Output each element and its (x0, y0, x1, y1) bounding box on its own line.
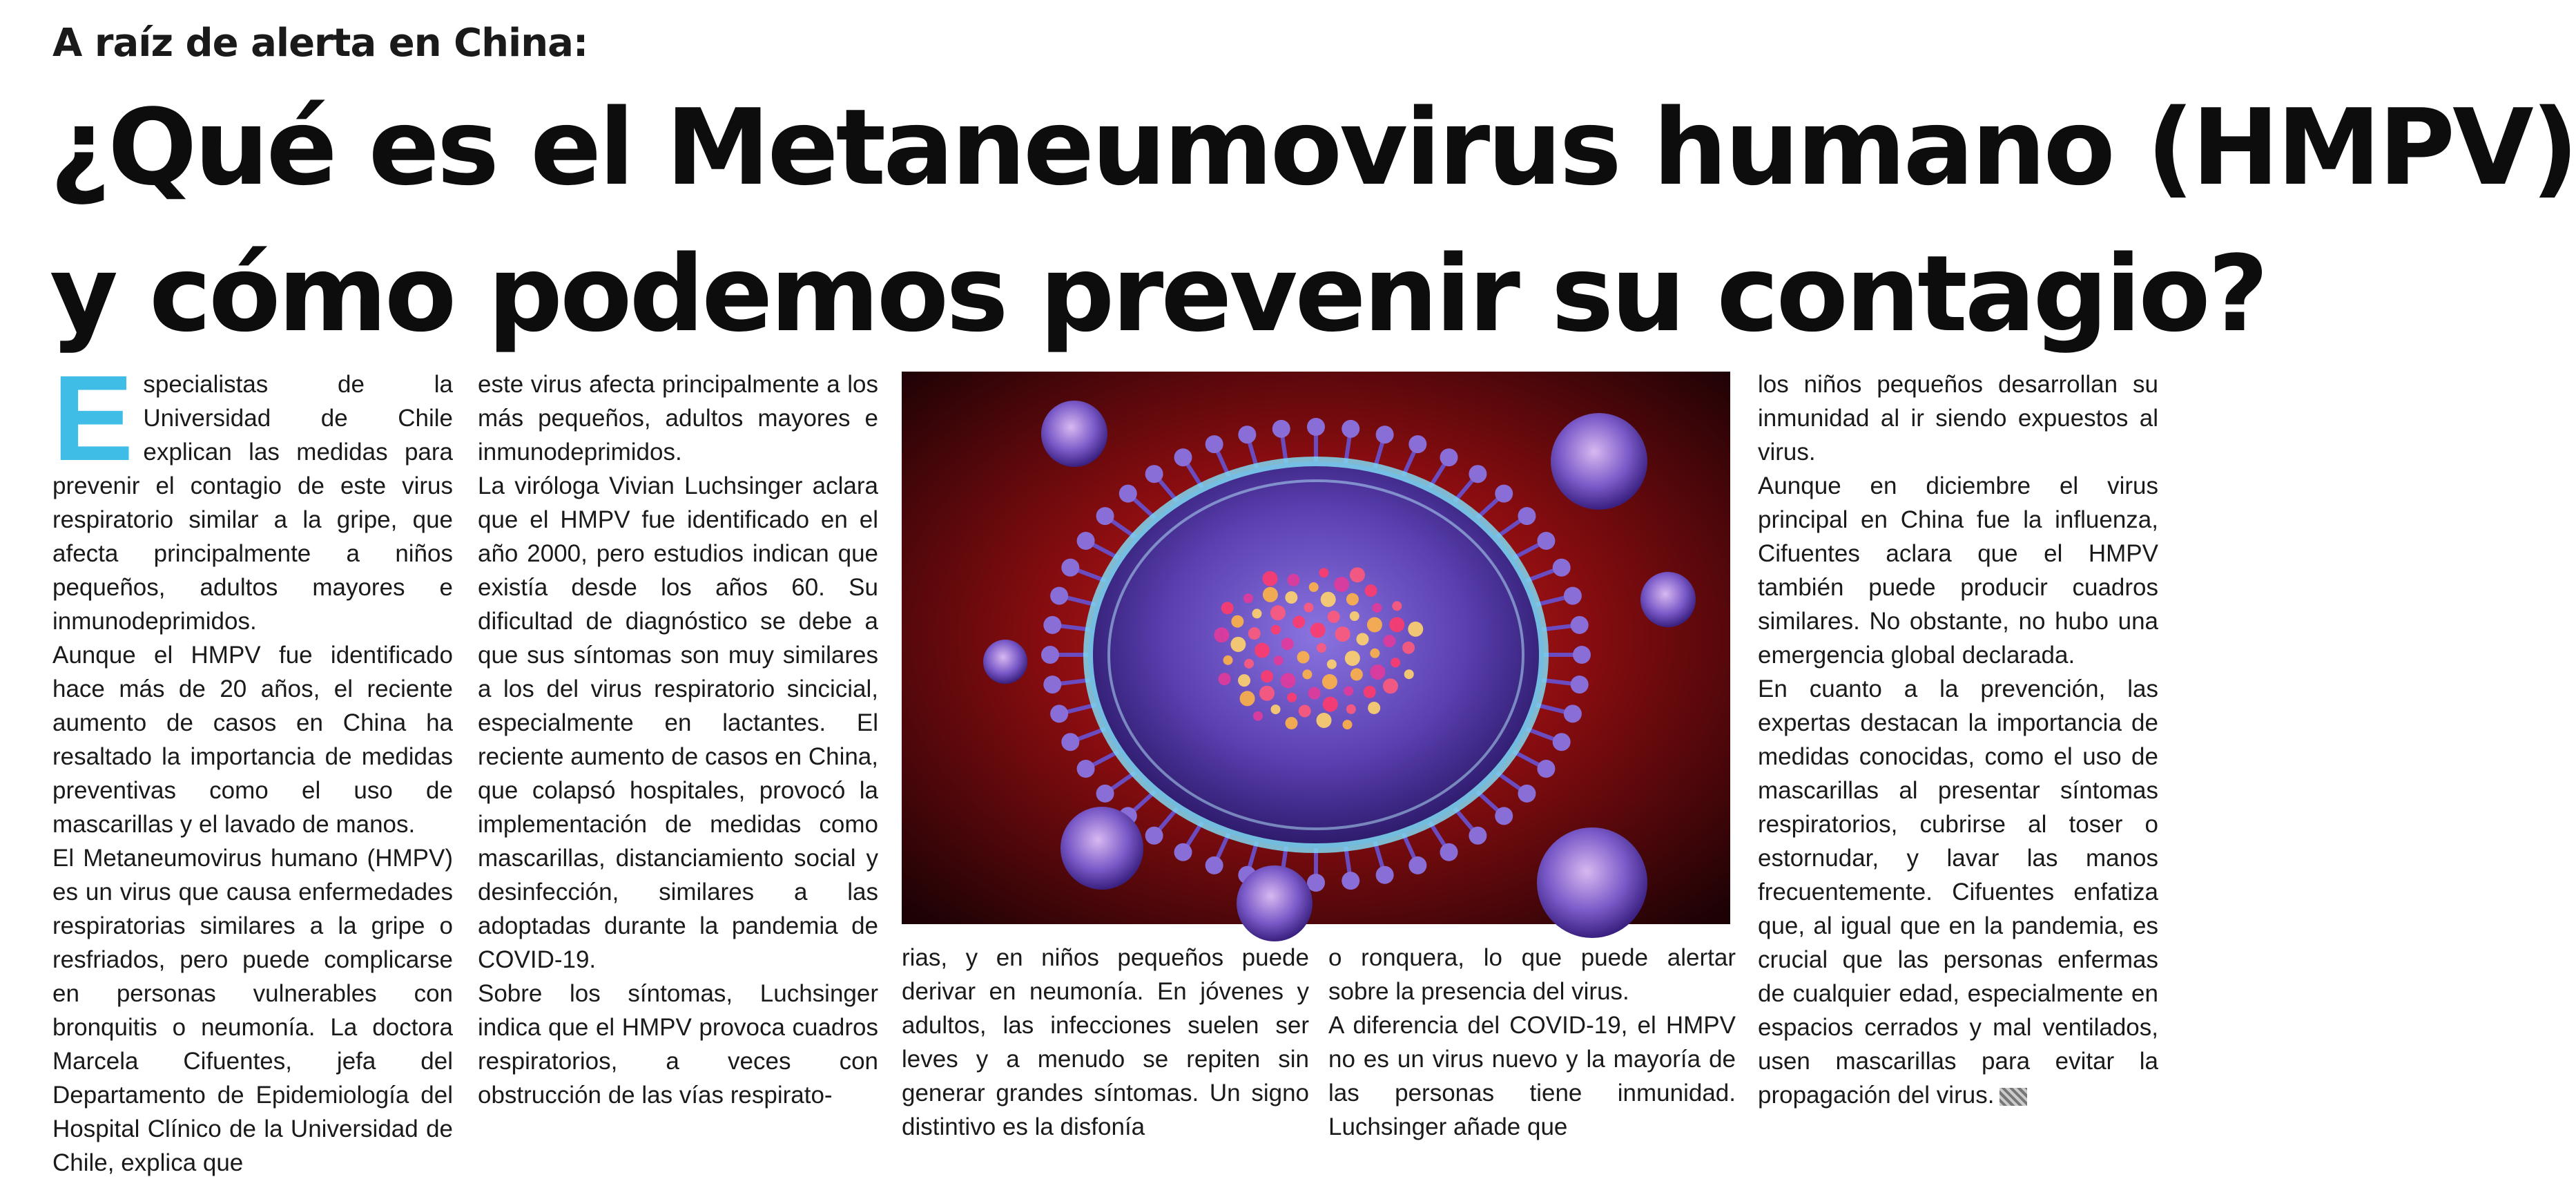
paragraph: Aunque en diciembre el virus principal en China fue la influenza, Cifuentes aclara que el HMPV también puede producir cuadros similares. No obstante, no hubo una emergencia global declarada. (1758, 472, 2158, 669)
paragraph: rias, y en niños pequeños puede derivar en neumonía. En jóvenes y adultos, las infecciones suelen ser leves y a menudo se repiten sin generar grandes síntomas. Un signo distintivo es la disfonía (902, 944, 1309, 1140)
paragraph: este virus afecta principalmente a los más pequeños, adultos mayores e inmunodeprimidos. (478, 371, 878, 466)
virus-icon (902, 372, 1730, 924)
article-kicker: A raíz de alerta en China: (52, 21, 588, 66)
paragraph: Aunque el HMPV fue identificado hace más de 20 años, el reciente aumento de casos en China ha resaltado la importancia de medidas preventivas como el uso de mascarillas y el lavado de manos. (52, 642, 453, 838)
end-mark-icon (1999, 1088, 2027, 1106)
paragraph: o ronquera, lo que puede alertar sobre la presencia del virus. (1328, 944, 1736, 1005)
drop-cap: E (52, 351, 134, 486)
column-3 (902, 941, 1309, 1144)
column-2 (478, 367, 878, 1112)
virus-illustration (902, 372, 1730, 924)
headline-line-2: y cómo podemos prevenir su contagio? (50, 233, 2266, 355)
closing-text: En cuanto a la prevención, las expertas destacan la importancia de medidas conocidas, como el uso de mascarillas al presentar síntomas respiratorios, cubrirse al toser o estornudar, y lavar las manos frecuentemente. Cifuentes enfatiza que, al igual que en la pandemia, es crucial que las personas enfermas de cualquier edad, especialmente en espacios cerrados y mal ventilados, usen mascarillas para evitar la propagación del virus. (1758, 676, 2158, 1109)
lead-paragraph (52, 351, 453, 638)
lead-text: specialistas de la Universidad de Chile explican las medidas para prevenir el contagio de este virus respiratorio similar a la gripe, que afecta principalmente a niños pequeños, adultos mayores e inmunodeprimidos. (52, 371, 453, 635)
headline-line-1: ¿Qué es el Metaneumovirus humano (HMPV) (50, 86, 2576, 209)
column-4 (1328, 941, 1736, 1144)
paragraph: A diferencia del COVID-19, el HMPV no es un virus nuevo y la mayoría de las personas tiene inmunidad. Luchsinger añade que (1328, 1012, 1736, 1140)
column-1 (52, 351, 453, 1180)
paragraph: los niños pequeños desarrollan su inmunidad al ir siendo expuestos al virus. (1758, 371, 2158, 466)
column-5 (1758, 367, 2158, 1112)
article-headline (50, 75, 2576, 367)
paragraph (1758, 672, 2158, 1112)
paragraph: La viróloga Vivian Luchsinger aclara que el HMPV fue identificado en el año 2000, pero estudios indican que existía desde los años 60. Su dificultad de diagnóstico se debe a que sus síntomas son muy similares a los del virus respiratorio sincicial, especialmente en lactantes. El reciente aumento de casos en China, que colapsó hospitales, provocó la implementación de medidas como mascarillas, distanciamiento social y desinfección, similares a las adoptadas durante la pandemia de COVID-19. (478, 472, 878, 973)
paragraph: Sobre los síntomas, Luchsinger indica que el HMPV provoca cuadros respiratorios, a veces con obstrucción de las vías respirato- (478, 980, 878, 1109)
paragraph: El Metaneumovirus humano (HMPV) es un virus que causa enfermedades respiratorias similares a la gripe o resfriados, pero puede complicarse en personas vulnerables con bronquitis o neumonía. La doctora Marcela Cifuentes, jefa del Departamento de Epidemiología del Hospital Clínico de la Universidad de Chile, explica que (52, 845, 453, 1176)
